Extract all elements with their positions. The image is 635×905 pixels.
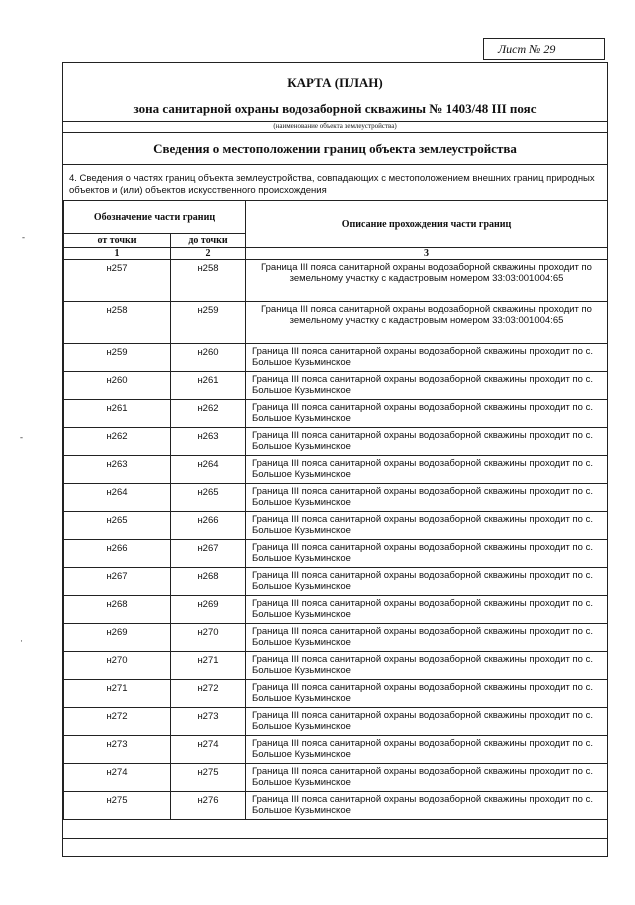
boundary-description: Граница III пояса санитарной охраны водозаборной скважины проходит по земельному участку с кадастровым номером 33:03:001004:65 — [246, 260, 608, 302]
document-frame — [62, 62, 608, 857]
boundary-description: Граница III пояса санитарной охраны водозаборной скважины проходит по с. Большое Кузьминское — [246, 512, 608, 540]
from-point: н257 — [64, 260, 171, 302]
from-point: н266 — [64, 540, 171, 568]
table-row — [64, 736, 608, 764]
from-point: н274 — [64, 764, 171, 792]
from-point: н270 — [64, 652, 171, 680]
boundary-description: Граница III пояса санитарной охраны водозаборной скважины проходит по с. Большое Кузьминское — [246, 596, 608, 624]
to-point: н258 — [171, 260, 246, 302]
object-name-caption: (наименование объекта землеустройства) — [63, 121, 607, 133]
section-title: Сведения о местоположении границ объекта землеустройства — [153, 141, 517, 156]
to-point: н274 — [171, 736, 246, 764]
to-point: н267 — [171, 540, 246, 568]
table-row — [64, 764, 608, 792]
header-to: до точки — [171, 234, 246, 248]
margin-mark: ‐ — [22, 232, 25, 242]
document-subtitle: зона санитарной охраны водозаборной скважины № 1403/48 III пояс — [133, 101, 537, 116]
boundary-description: Граница III пояса санитарной охраны водозаборной скважины проходит по с. Большое Кузьминское — [246, 400, 608, 428]
table-row — [64, 568, 608, 596]
table-row — [64, 708, 608, 736]
to-point: н273 — [171, 708, 246, 736]
to-point: н271 — [171, 652, 246, 680]
column-number: 1 — [64, 248, 171, 260]
from-point: н259 — [64, 344, 171, 372]
to-point: н263 — [171, 428, 246, 456]
to-point: н266 — [171, 512, 246, 540]
from-point: н258 — [64, 302, 171, 344]
boundary-description: Граница III пояса санитарной охраны водозаборной скважины проходит по с. Большое Кузьминское — [246, 680, 608, 708]
table-row — [64, 540, 608, 568]
section-divider — [63, 164, 607, 165]
boundary-description: Граница III пояса санитарной охраны водозаборной скважины проходит по с. Большое Кузьминское — [246, 792, 608, 820]
table-row — [64, 624, 608, 652]
header-from: от точки — [64, 234, 171, 248]
from-point: н265 — [64, 512, 171, 540]
to-point: н265 — [171, 484, 246, 512]
to-point: н259 — [171, 302, 246, 344]
table-row — [64, 372, 608, 400]
boundary-description: Граница III пояса санитарной охраны водозаборной скважины проходит по с. Большое Кузьминское — [246, 344, 608, 372]
from-point: н268 — [64, 596, 171, 624]
boundary-table — [63, 200, 608, 820]
from-point: н267 — [64, 568, 171, 596]
margin-mark: ‐ — [20, 432, 23, 442]
from-point: н263 — [64, 456, 171, 484]
bottom-divider — [63, 838, 607, 839]
from-point: н272 — [64, 708, 171, 736]
to-point: н260 — [171, 344, 246, 372]
to-point: н275 — [171, 764, 246, 792]
from-point: н273 — [64, 736, 171, 764]
to-point: н261 — [171, 372, 246, 400]
boundary-description: Граница III пояса санитарной охраны водозаборной скважины проходит по с. Большое Кузьминское — [246, 736, 608, 764]
to-point: н272 — [171, 680, 246, 708]
table-row — [64, 512, 608, 540]
sheet-number: Лист № 29 — [483, 38, 605, 60]
boundary-description: Граница III пояса санитарной охраны водозаборной скважины проходит по с. Большое Кузьминское — [246, 456, 608, 484]
table-row — [64, 400, 608, 428]
table-row — [64, 652, 608, 680]
from-point: н262 — [64, 428, 171, 456]
intro-text: 4. Сведения о частях границ объекта землеустройства, совпадающих с местоположением внешних границ природных объектов и (или) объектов искусственного происхождения — [69, 173, 595, 196]
to-point: н262 — [171, 400, 246, 428]
from-point: н269 — [64, 624, 171, 652]
boundary-description: Граница III пояса санитарной охраны водозаборной скважины проходит по с. Большое Кузьминское — [246, 428, 608, 456]
document-title: КАРТА (ПЛАН) — [287, 75, 383, 90]
boundary-description: Граница III пояса санитарной охраны водозаборной скважины проходит по с. Большое Кузьминское — [246, 568, 608, 596]
boundary-description: Граница III пояса санитарной охраны водозаборной скважины проходит по с. Большое Кузьминское — [246, 540, 608, 568]
boundary-description: Граница III пояса санитарной охраны водозаборной скважины проходит по с. Большое Кузьминское — [246, 652, 608, 680]
from-point: н260 — [64, 372, 171, 400]
table-row — [64, 792, 608, 820]
header-designation: Обозначение части границ — [64, 201, 246, 234]
to-point: н270 — [171, 624, 246, 652]
table-row — [64, 344, 608, 372]
to-point: н268 — [171, 568, 246, 596]
boundary-description: Граница III пояса санитарной охраны водозаборной скважины проходит по с. Большое Кузьминское — [246, 764, 608, 792]
header-description: Описание прохождения части границ — [246, 201, 608, 248]
table-row — [64, 484, 608, 512]
table-row — [64, 302, 608, 344]
table-row — [64, 456, 608, 484]
to-point: н269 — [171, 596, 246, 624]
from-point: н261 — [64, 400, 171, 428]
margin-mark: · — [20, 636, 23, 646]
to-point: н264 — [171, 456, 246, 484]
from-point: н275 — [64, 792, 171, 820]
boundary-description: Граница III пояса санитарной охраны водозаборной скважины проходит по земельному участку с кадастровым номером 33:03:001004:65 — [246, 302, 608, 344]
table-row — [64, 260, 608, 302]
boundary-description: Граница III пояса санитарной охраны водозаборной скважины проходит по с. Большое Кузьминское — [246, 624, 608, 652]
table-row — [64, 680, 608, 708]
boundary-description: Граница III пояса санитарной охраны водозаборной скважины проходит по с. Большое Кузьминское — [246, 484, 608, 512]
column-number: 2 — [171, 248, 246, 260]
column-number: 3 — [246, 248, 608, 260]
table-body — [64, 260, 608, 820]
boundary-description: Граница III пояса санитарной охраны водозаборной скважины проходит по с. Большое Кузьминское — [246, 372, 608, 400]
boundary-description: Граница III пояса санитарной охраны водозаборной скважины проходит по с. Большое Кузьминское — [246, 708, 608, 736]
to-point: н276 — [171, 792, 246, 820]
table-row — [64, 428, 608, 456]
table-row — [64, 596, 608, 624]
from-point: н264 — [64, 484, 171, 512]
from-point: н271 — [64, 680, 171, 708]
